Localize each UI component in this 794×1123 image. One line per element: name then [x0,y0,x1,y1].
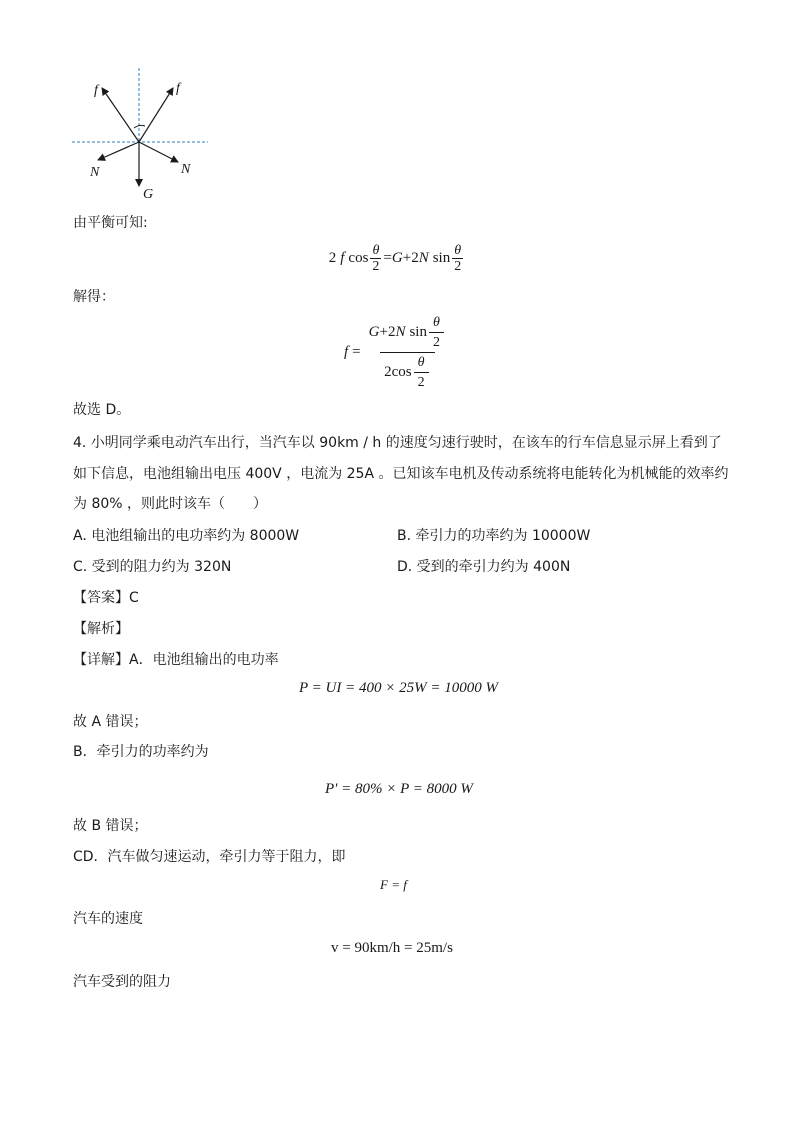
text-cd-uniform: CD．汽车做匀速运动，牵引力等于阻力，即 [73,849,346,865]
label-f-right: f [176,81,180,96]
equation-balance [300,238,494,278]
force-f-left-arrow [102,88,139,142]
label-n-right: N [181,162,191,177]
question-4-line-1: 4. 小明同学乘电动汽车出行，当汽车以 90km / h 的速度匀速行驶时，在该车的行车信息显示屏上看到了 [73,435,722,451]
text-resistance: 汽车受到的阻力 [73,974,171,990]
option-b: B. 牵引力的功率约为 10000W [397,528,591,544]
force-n-left-arrow [98,142,139,160]
equation-power: P = UI = 400 × 25W = 10000 W [299,680,498,696]
text-b-traction: B．牵引力的功率约为 [73,744,209,760]
question-4-line-2: 如下信息，电池组输出电压 400V ，电流为 25A 。已知该车电机及传动系统将电能转化为机械能的效率约 [73,466,729,482]
force-n-right-arrow [139,142,178,162]
eq2-equals: = [352,343,361,360]
eq1-cos: cos [348,249,369,266]
eq2-f: f [344,343,349,360]
equation-solution [330,312,464,392]
force-f-right-arrow [139,88,173,142]
eq1-coef2: 2 [411,249,419,266]
angle-arc [134,125,145,128]
text-balance: 由平衡可知: [73,215,148,231]
label-g: G [143,187,154,202]
answer-label: 【答案】C [73,590,139,606]
eq1-frac-right: $\frac{\theta}{2}$ [454,242,462,274]
detail-a: 【详解】A．电池组输出的电功率 [73,652,279,668]
force-diagram [68,62,218,204]
eq1-coef: 2 [328,249,337,266]
eq2-fraction: G + 2 N sin $\frac{\theta}{2}$ 2 cos $\frac{\theta}{2}$ [365,315,450,390]
equation-traction-power: P' = 80% × P = 8000 W [325,781,473,797]
text-speed: 汽车的速度 [73,911,143,927]
label-n-left: N [90,165,100,180]
equation-speed: v = 90km/h = 25m/s [331,940,453,956]
eq1-plus: + [402,249,412,266]
text-choose-d: 故选 D。 [73,402,131,418]
question-4-line-3: 为 80% ，则此时该车（ ） [73,496,268,512]
eq1-g: G [391,249,403,266]
analysis-label: 【解析】 [73,621,129,637]
option-c: C. 受到的阻力约为 320N [73,559,232,575]
text-solve: 解得： [73,289,115,305]
label-f-left: f [94,83,98,98]
eq1-sin: sin [432,249,451,266]
eq1-f: f [340,249,345,266]
text-a-wrong: 故 A 错误； [73,714,148,730]
option-d: D. 受到的牵引力约为 400N [397,559,571,575]
eq1-frac-left: $\frac{\theta}{2}$ [372,242,380,274]
eq1-n: N [418,249,429,266]
text-b-wrong: 故 B 错误； [73,818,148,834]
equation-force: F = f [380,877,407,892]
eq1-equals: = [383,249,392,266]
option-a: A. 电池组输出的电功率约为 8000W [73,528,300,544]
